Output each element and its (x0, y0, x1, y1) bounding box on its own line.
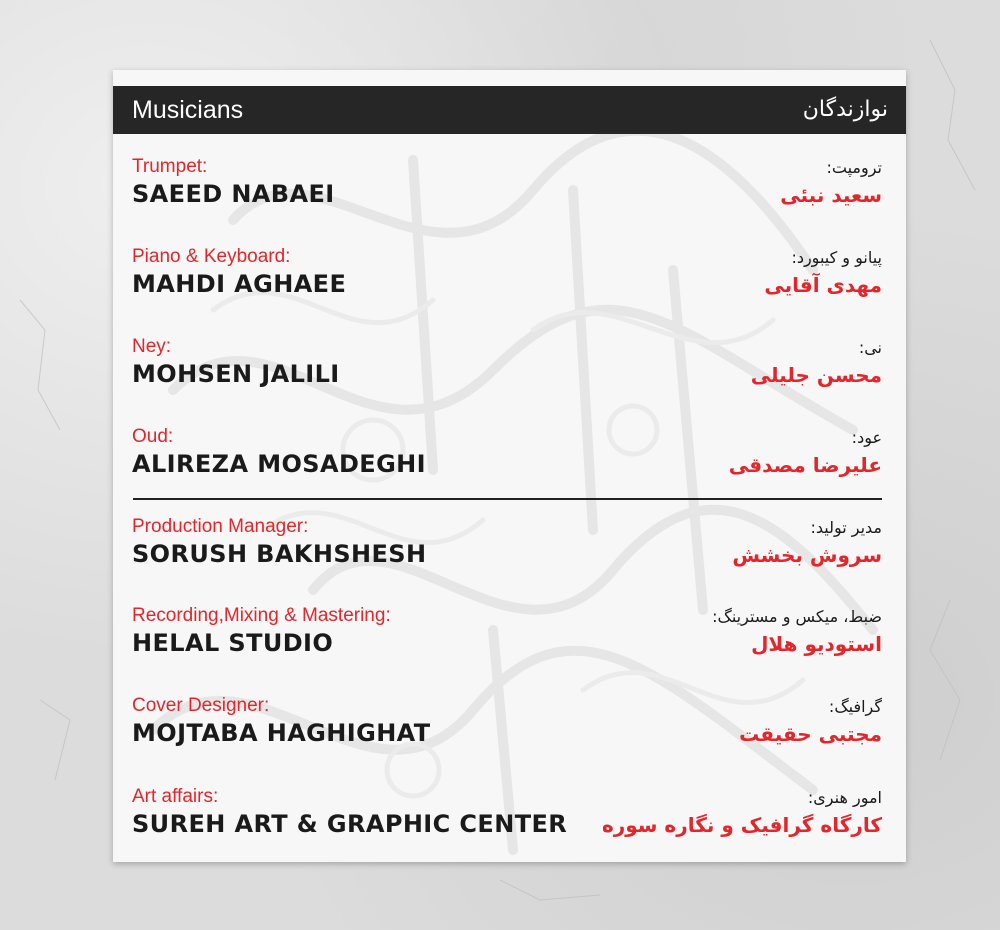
role-fa: نی: (858, 338, 882, 357)
credit-row-production-manager (113, 516, 906, 576)
name-en: SORUSH BAKHSHESH (132, 540, 427, 568)
role-fa: پیانو و کیبورد: (791, 248, 882, 267)
role-en: Ney: (132, 336, 172, 357)
name-fa: مهدی آقایی (764, 273, 882, 297)
name-en: SAEED NABAEI (132, 180, 335, 208)
role-en: Art affairs: (132, 786, 219, 807)
role-fa: امور هنری: (807, 788, 882, 807)
credits-card (113, 70, 906, 862)
section-header (113, 86, 906, 134)
role-en: Recording,Mixing & Mastering: (132, 605, 391, 626)
role-en: Cover Designer: (132, 695, 270, 716)
role-en: Oud: (132, 426, 174, 447)
name-en: MOHSEN JALILI (132, 360, 340, 388)
name-fa: کارگاه گرافیک و نگاره سوره (601, 813, 882, 837)
section-divider (133, 498, 882, 500)
credit-row-ney (113, 336, 906, 396)
name-en: MAHDI AGHAEE (132, 270, 347, 298)
role-fa: ضبط، میکس و مسترینگ: (712, 607, 882, 626)
credit-row-cover-designer (113, 695, 906, 755)
role-fa: گرافیگ: (828, 697, 882, 716)
role-en: Trumpet: (132, 156, 208, 177)
credit-row-art-affairs (113, 786, 906, 846)
name-fa: سروش بخشش (732, 543, 882, 567)
name-fa: علیرضا مصدقی (728, 453, 882, 477)
role-fa: عود: (851, 428, 882, 447)
credit-row-piano (113, 246, 906, 306)
name-fa: محسن جلیلی (750, 363, 882, 387)
credit-row-recording (113, 605, 906, 665)
credit-row-trumpet (113, 156, 906, 216)
role-fa: ترومپت: (826, 158, 882, 177)
name-en: MOJTABA HAGHIGHAT (132, 719, 431, 747)
role-en: Piano & Keyboard: (132, 246, 291, 267)
header-title-fa: نوازندگان (802, 97, 888, 122)
name-fa: استودیو هلال (751, 632, 882, 656)
name-fa: سعید نبئی (780, 183, 882, 207)
role-en: Production Manager: (132, 516, 309, 537)
header-title-en: Musicians (132, 96, 244, 124)
name-en: HELAL STUDIO (132, 629, 334, 657)
name-en: ALIREZA MOSADEGHI (132, 450, 426, 478)
credit-row-oud (113, 426, 906, 486)
name-en: SUREH ART & GRAPHIC CENTER (132, 810, 568, 838)
role-fa: مدیر تولید: (810, 518, 882, 537)
name-fa: مجتبی حقیقت (739, 722, 882, 746)
